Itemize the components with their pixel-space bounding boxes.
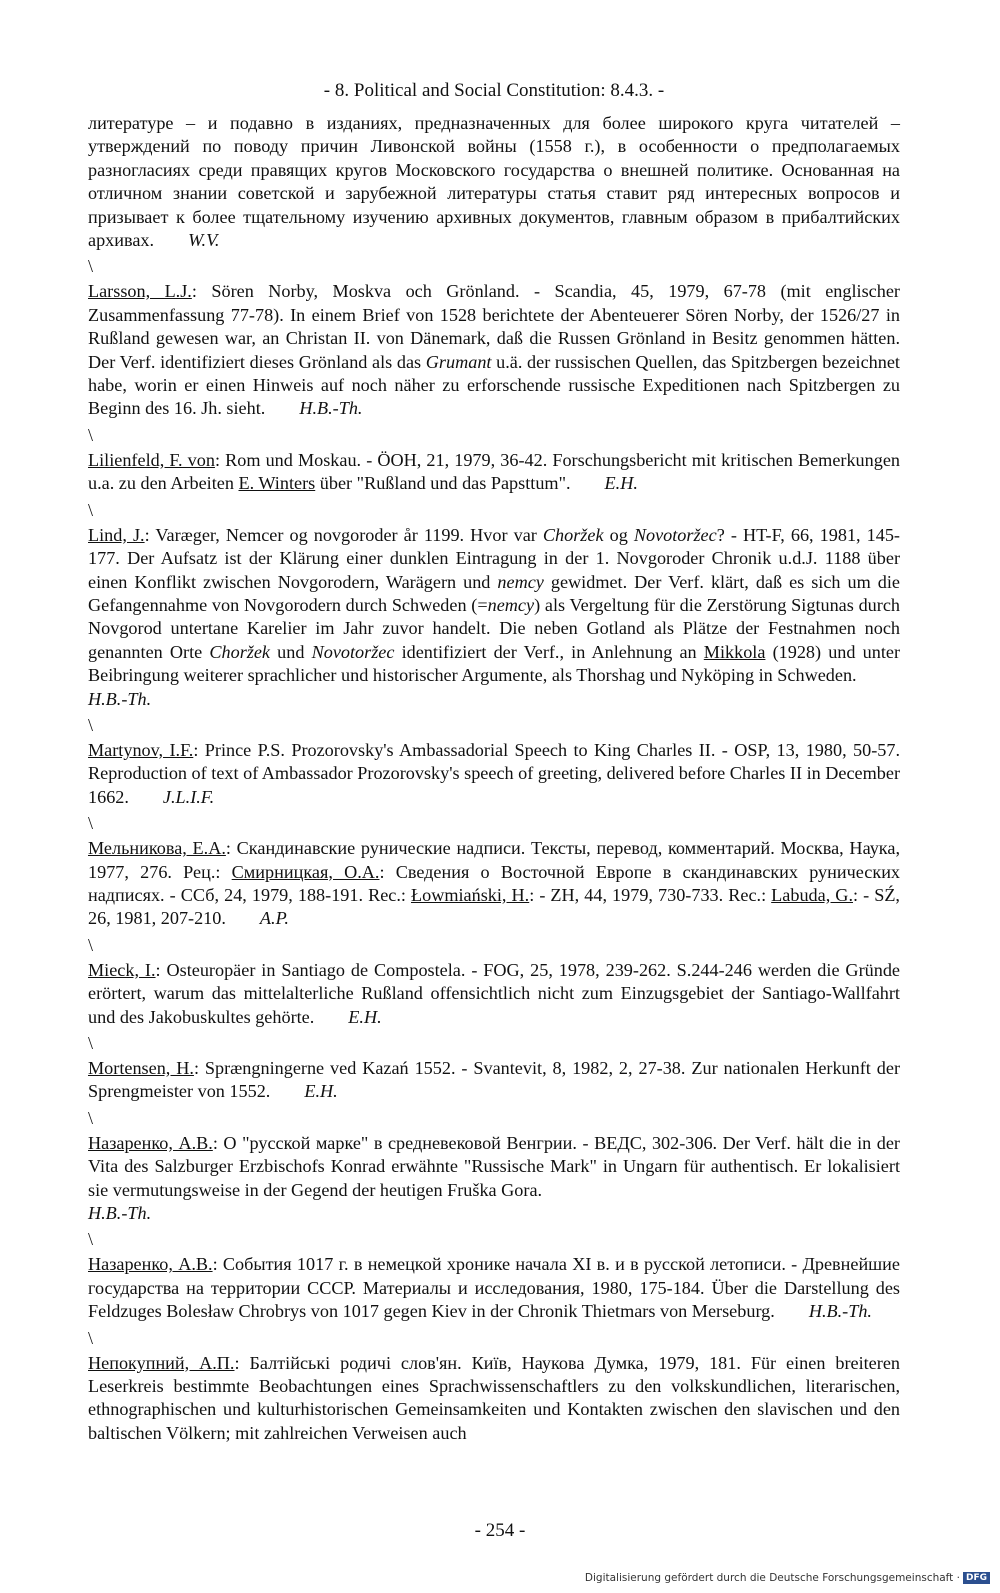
dfg-logo: DFG bbox=[963, 1572, 990, 1584]
separator: \ bbox=[88, 256, 94, 277]
author: Lind, J. bbox=[88, 524, 145, 545]
bibliography-entry: Непокупний, А.П.: Балтійські родичі слов'ян. Київ, Наукова Думка, 1979, 181. Für einen breiteren Leserkreis bestimmte Beobachtungen eines Sprachwissenschaftlers zu den volkskundlichen, literarischen, ethnographischen und kulturhistorischen Gemeinsamkeiten und Kontakten zwischen den slavischen und den baltischen Völkern; mit zahlreichen Verweisen auch bbox=[88, 1352, 900, 1443]
page-number: - 254 - bbox=[474, 1520, 526, 1541]
bibliography-entry: Martynov, I.F.: Prince P.S. Prozorovsky's Ambassadorial Speech to King Charles II. - OSP, 13, 1980, 50-57. Reproduction of text of Ambassador Prozorovsky's speech of greeting, delivered before Charles II in December 1662. J.L.I.F. bbox=[88, 739, 900, 807]
signature: J.L.I.F. bbox=[162, 786, 215, 807]
signature: H.B.-Th. bbox=[299, 398, 363, 419]
bibliography-entry: Larsson, L.J.: Sören Norby, Moskva och Grönland. - Scandia, 45, 1979, 67-78 (mit englischer Zusammenfassung 77-78). In einem Brief von 1528 berichtete der Abenteuerer Sören Norby, der 1526/27 in Rußland gewesen war, an Christan II. von Dänemark, daß die Russen Grönland in Besitz genommen hätten. Der Verf. identifiziert dieses Grönland als das Grumant u.ä. der russischen Quellen, das Spitzbergen bezeichnet habe, worin er einen Hinweis auf noch näher zu erforschende russische Expeditionen nach Spitzbergen zu Beginn des 16. Jh. sieht. H.B.-Th. bbox=[88, 281, 900, 419]
author: Назаренко, А.В. bbox=[88, 1254, 213, 1275]
bibliography-entry: Назаренко, А.В.: События 1017 г. в немецкой хронике начала XI в. и в русской летописи. - Древнейшие государства на территории СССР. Материалы и исследования, 1980, 175-184. Über die Darstellung des Feldzuges Bolesław Chrobrys von 1017 gegen Kiev in der Chronik Thietmars von Merseburg. H.B.-Th. bbox=[88, 1254, 900, 1322]
bibliography-entry: Mieck, I.: Osteuropäer in Santiago de Compostela. - FOG, 25, 1978, 239-262. S.244-246 werden die Gründe erörtert, warum das mittelalterliche Rußland offensichtlich nicht zum Einzugsgebiet der Santiago-Wallfahrt und des Jakobuskultes gehörte. E.H. bbox=[88, 959, 900, 1027]
separator: \ bbox=[88, 1327, 94, 1348]
intro-paragraph bbox=[88, 112, 900, 252]
separator: \ bbox=[88, 1229, 94, 1250]
author: Непокупний, А.П. bbox=[88, 1352, 235, 1373]
credit-text: Digitalisierung gefördert durch die Deutsche Forschungsgemeinschaft · bbox=[584, 1572, 960, 1584]
separator: \ bbox=[88, 1107, 94, 1128]
bibliography-entry: Lilienfeld, F. von: Rom und Moskau. - ÖOH, 21, 1979, 36-42. Forschungsbericht mit kritischen Bemerkungen u.a. zu den Arbeiten E. Winters über "Rußland und das Papsttum". E.H. bbox=[88, 449, 900, 494]
author: Martynov, I.F. bbox=[88, 739, 194, 760]
bibliography-entry: Mortensen, H.: Sprængningerne ved Kazań 1552. - Svantevit, 8, 1982, 2, 27-38. Zur nationalen Herkunft der Sprengmeister von 1552. E.H. bbox=[88, 1058, 900, 1102]
separator: \ bbox=[88, 813, 94, 834]
separator: \ bbox=[88, 499, 94, 520]
signature: H.B.-Th. bbox=[88, 1203, 152, 1224]
bibliography-entry: Мельникова, Е.А.: Скандинавские рунические надписи. Тексты, перевод, комментарий. Москва, Наука, 1977, 276. Рец.: Смирницкая, О.А.: Сведения о Восточной Европе в скандинавских рунических надписях. - ССб, 24, 1979, 188-191. Rec.: Łowmiański, H.: - ZH, 44, 1979, 730-733. Rec.: Labuda, G.: - SŹ, 26, 1981, 207-210. A.P. bbox=[88, 838, 901, 929]
author: Mieck, I. bbox=[88, 959, 156, 980]
running-head: - 8. Political and Social Constitution: 8.4.3. - bbox=[323, 80, 665, 101]
signature: H.B.-Th. bbox=[88, 688, 152, 709]
author: Larsson, L.J. bbox=[88, 281, 192, 302]
signature: E.H. bbox=[604, 473, 638, 494]
signature: E.H. bbox=[348, 1006, 382, 1027]
signature: W.V. bbox=[188, 230, 220, 251]
intro-text: литературе – и подавно в изданиях, предназначенных для более широкого круга читателей – утверждений по поводу причин Ливонской войны (1558 г.), в особенности о предполагаемых разногласиях среди правящих кругов Московского государства о внешней политике. Основанная на отличном знании советской и зарубежной литературы статья ставит ряд интересных вопросов и призывает к более тщательному изучению архивных документов, главным образом в прибалтийских архивах. bbox=[88, 113, 900, 251]
digitization-credit bbox=[585, 1572, 990, 1584]
document-page bbox=[88, 80, 900, 1445]
signature: H.B.-Th. bbox=[808, 1301, 872, 1322]
author: Мельникова, Е.А. bbox=[88, 838, 226, 859]
signature: E.H. bbox=[304, 1081, 338, 1102]
bibliography-entry: Назаренко, А.В.: О "русской марке" в средневековой Венгрии. - ВЕДС, 302-306. Der Verf. hält die in der Vita des Salzburger Erzbischofs Konrad erwähnte "Russische Mark" in Ungarn für authentisch. Er lokalisiert sie vermutungsweise in der Gegend der heutigen Fruška Gora. H.B.-Th. bbox=[88, 1132, 900, 1224]
separator: \ bbox=[88, 714, 94, 735]
separator: \ bbox=[88, 424, 94, 445]
separator: \ bbox=[88, 934, 94, 955]
signature: A.P. bbox=[259, 908, 289, 929]
author: Mortensen, H. bbox=[88, 1058, 194, 1078]
author: Lilienfeld, F. von bbox=[88, 449, 215, 470]
author: Назаренко, А.В. bbox=[88, 1132, 213, 1153]
separator: \ bbox=[88, 1033, 94, 1053]
bibliography-entry: Lind, J.: Varæger, Nemcer og novgoroder år 1199. Hvor var Choržek og Novotoržec? - HT-F, 66, 1981, 145-177. Der Aufsatz ist der Klärung einer dunklen Eintragung in der 1. Novgoroder Chronik u.d.J. 1188 über einen Konflikt zwischen Novgorodern, Warägern und nemcy gewidmet. Der Verf. klärt, daß es sich um die Gefangennahme von Novgorodern durch Schweden (=nemcy) als Vergeltung für die Zerstörung Sigtunas durch Novgorod untertane Karelier im Jahr zuvor handelt. Die neben Gotland als Plätze der Festnahmen noch genannten Orte Choržek und Novotoržec identifiziert der Verf., in Anlehnung an Mikkola (1928) und unter Beibringung weiterer sprachlicher und historischer Argumente, als Thorshag und Nyköping in Schweden. H.B.-Th. bbox=[88, 524, 901, 709]
